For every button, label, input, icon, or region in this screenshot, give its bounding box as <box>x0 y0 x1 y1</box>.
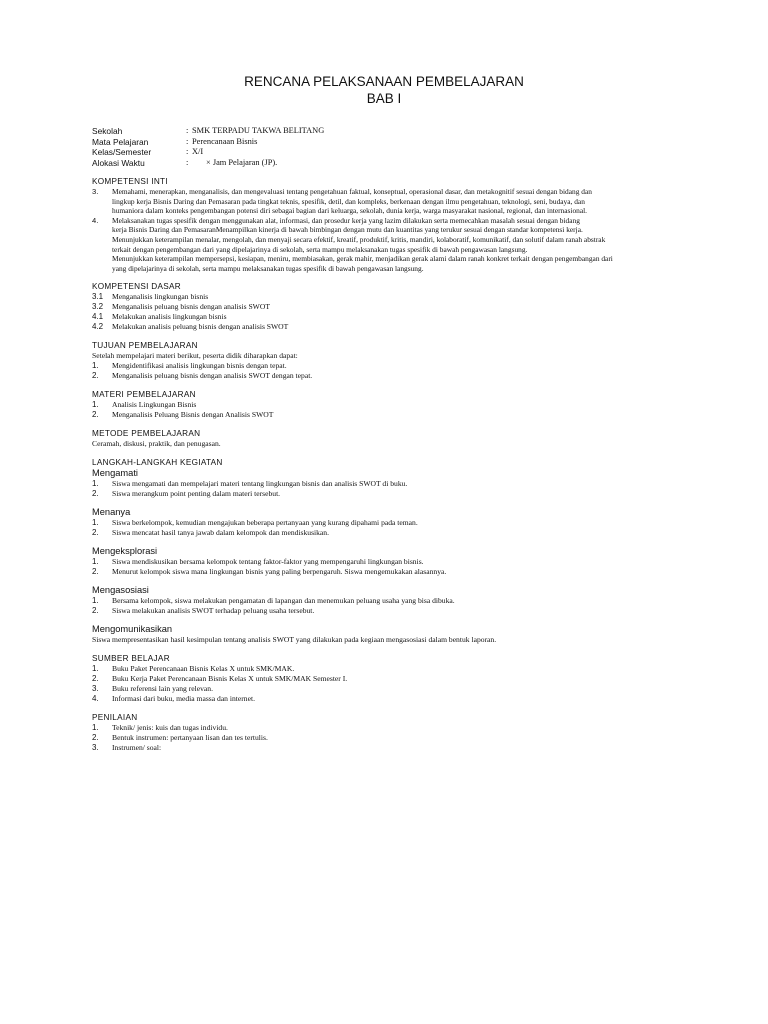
info-block <box>92 126 692 168</box>
menanya-list <box>92 518 692 538</box>
info-label: Mata Pelajaran <box>92 136 149 147</box>
mengamati-list <box>92 479 692 499</box>
materi-list <box>92 400 692 420</box>
info-value: SMK TERPADU TAKWA BELITANG <box>192 126 325 135</box>
mengeksplorasi-list <box>92 557 692 577</box>
list-text: Bentuk instrumen: pertanyaan lisan dan tes tertulis. <box>112 733 268 743</box>
list-item <box>92 567 692 577</box>
list-number: 1. <box>92 479 99 489</box>
metode-text: Ceramah, diskusi, praktik, dan penugasan. <box>92 439 221 449</box>
list-item <box>92 479 692 489</box>
list-number: 4.1 <box>92 312 104 322</box>
penilaian-heading: PENILAIAN <box>92 713 138 723</box>
ki-line: lingkup kerja Bisnis Daring dan Pemasaran pada tingkat teknis, spesifik, detil, dan kompleks, berkenaan dengan ilmu pengetahuan, teknologi, seni, budaya, dan <box>112 196 585 206</box>
list-text: Instrumen/ soal: <box>112 743 162 753</box>
list-number: 3. <box>92 684 99 694</box>
list-text: Menurut kelompok siswa mana lingkungan bisnis yang paling berpengaruh. Siswa mengemukakan alasannya. <box>112 567 447 577</box>
list-item <box>92 361 692 371</box>
info-row-kelas-semester: Kelas/Semester : X/I <box>92 147 204 157</box>
kompetensi-dasar-list <box>92 292 692 332</box>
list-item <box>92 400 692 410</box>
list-text: Bersama kelompok, siswa melakukan pengamatan di lapangan dan menemukan peluang usaha yang bisa dibuka. <box>112 596 455 606</box>
list-number: 4. <box>92 694 99 704</box>
document-subtitle: BAB I <box>366 91 402 106</box>
list-number: 4.2 <box>92 322 104 332</box>
tujuan-list <box>92 361 692 381</box>
list-text: Siswa mencatat hasil tanya jawab dalam kelompok dan mendiskusikan. <box>112 528 330 538</box>
list-item <box>92 596 692 606</box>
list-number: 2. <box>92 733 99 743</box>
list-text: Menganalisis lingkungan bisnis <box>112 292 209 302</box>
list-text: Buku Paket Perencanaan Bisnis Kelas X untuk SMK/MAK. <box>112 664 295 674</box>
info-label: Sekolah <box>92 126 123 136</box>
list-number: 3.2 <box>92 302 104 312</box>
list-text: Menganalisis peluang bisnis dengan analisis SWOT <box>112 302 270 312</box>
list-number: 2. <box>92 606 99 616</box>
list-item <box>92 743 692 753</box>
list-item <box>92 674 692 684</box>
list-item <box>92 322 692 332</box>
list-text: Siswa mendiskusikan bersama kelompok tentang faktor-faktor yang mempengaruhi lingkungan bisnis. <box>112 557 424 567</box>
info-label: Alokasi Waktu <box>92 157 145 168</box>
list-number: 3.1 <box>92 292 104 302</box>
document-title: RENCANA PELAKSANAAN PEMBELAJARAN <box>244 74 524 89</box>
list-item <box>92 684 692 694</box>
list-text: Analisis Lingkungan Bisnis <box>112 400 197 410</box>
list-text: Melakukan analisis peluang bisnis dengan analisis SWOT <box>112 322 289 332</box>
kompetensi-inti-body <box>92 187 692 273</box>
sumber-heading: SUMBER BELAJAR <box>92 654 170 664</box>
info-row-sekolah: Sekolah : SMK TERPADU TAKWA BELITANG <box>92 126 325 136</box>
list-item <box>92 606 692 616</box>
list-text: Menganalisis Peluang Bisnis dengan Analisis SWOT <box>112 410 274 420</box>
list-number: 1. <box>92 723 99 733</box>
mengeksplorasi-heading: Mengeksplorasi <box>92 546 158 557</box>
list-number: 2. <box>92 567 99 577</box>
ki-line: Menunjukkan keterampilan menalar, mengolah, dan menyaji secara efektif, kreatif, produktif, kritis, mandiri, kolaboratif, komunikatif, dan solutif dalam ranah abstrak <box>112 234 606 244</box>
info-value: Perencanaan Bisnis <box>192 136 258 146</box>
list-number: 3. <box>92 187 99 196</box>
info-row-mata-pelajaran: Mata Pelajaran : Perencanaan Bisnis <box>92 136 258 147</box>
list-number: 1. <box>92 664 99 674</box>
ki-line: Menunjukkan keterampilan mempersepsi, kesiapan, meniru, membiasakan, gerak mahir, menjadikan gerak alami dalam ranah konkret terkait dengan pengembangan dari <box>112 254 613 264</box>
kompetensi-dasar-heading: KOMPETENSI DASAR <box>92 282 181 292</box>
list-item <box>92 312 692 322</box>
penilaian-list <box>92 723 692 753</box>
list-number: 2. <box>92 674 99 684</box>
mengasosiasi-list <box>92 596 692 616</box>
sumber-list <box>92 664 692 704</box>
list-text: Mengidentifikasi analisis lingkungan bisnis dengan tepat. <box>112 361 287 371</box>
ki-line: humaniora dalam konteks pengembangan potensi diri sebagai bagian dari keluarga, sekolah, dunia kerja, warga masyarakat nasional, regional, dan internasional. <box>112 206 588 216</box>
list-item <box>92 302 692 312</box>
list-item <box>92 723 692 733</box>
list-number: 4. <box>92 215 99 225</box>
list-item <box>92 371 692 381</box>
list-text: Teknik/ jenis: kuis dan tugas individu. <box>112 723 228 733</box>
metode-heading: METODE PEMBELAJARAN <box>92 429 201 439</box>
list-text: Melakukan analisis lingkungan bisnis <box>112 312 227 322</box>
list-number: 1. <box>92 400 99 410</box>
tujuan-intro: Setelah mempelajari materi berikut, peserta didik diharapkan dapat: <box>92 351 298 361</box>
ki-line: yang dipelajarinya di sekolah, serta mampu melaksanakan tugas spesifik di bawah pengawasan langsung. <box>112 263 424 273</box>
list-number: 2. <box>92 410 99 420</box>
list-item <box>92 528 692 538</box>
list-item <box>92 518 692 528</box>
list-item <box>92 733 692 743</box>
ki-line: Memahami, menerapkan, menganalisis, dan mengevaluasi tentang pengetahuan faktual, konseptual, operasional dasar, dan metakognitif sesuai dengan bidang dan <box>112 187 592 196</box>
list-item <box>92 489 692 499</box>
list-text: Siswa melakukan analisis SWOT terhadap peluang usaha tersebut. <box>112 606 315 616</box>
ki-line: terkait dengan pengembangan dari yang dipelajarinya di sekolah, serta mampu melaksanakan tugas spesifik di bawah pengawasan langsung. <box>112 244 528 254</box>
list-text: Siswa mengamati dan mempelajari materi tentang lingkungan bisnis dan analisis SWOT di buku. <box>112 479 408 489</box>
info-value: × Jam Pelajaran (JP). <box>206 157 278 167</box>
tujuan-heading: TUJUAN PEMBELAJARAN <box>92 341 198 351</box>
list-number: 2. <box>92 528 99 538</box>
ki-line: kerja Bisnis Daring dan PemasaranMenampilkan kinerja di bawah bimbingan dengan mutu dan kuantitas yang terukur sesuai dengan standar kompetensi kerja. <box>112 225 583 235</box>
mengasosiasi-heading: Mengasosiasi <box>92 585 149 596</box>
info-value: X/I <box>192 147 204 156</box>
list-number: 3. <box>92 743 99 753</box>
materi-heading: MATERI PEMBELAJARAN <box>92 390 196 400</box>
list-number: 2. <box>92 489 99 499</box>
menanya-heading: Menanya <box>92 507 131 518</box>
ki-line: Melaksanakan tugas spesifik dengan menggunakan alat, informasi, dan prosedur kerja yang lazim dilakukan serta memecahkan masalah sesuai dengan bidang <box>112 215 580 225</box>
kompetensi-inti-heading: KOMPETENSI INTI <box>92 177 168 186</box>
info-row-alokasi-waktu: Alokasi Waktu : × Jam Pelajaran (JP). <box>92 157 278 168</box>
list-number: 1. <box>92 361 99 371</box>
list-item <box>92 557 692 567</box>
list-item <box>92 694 692 704</box>
list-text: Menganalisis peluang bisnis dengan analisis SWOT dengan tepat. <box>112 371 313 381</box>
mengomunikasikan-heading: Mengomunikasikan <box>92 624 173 635</box>
mengamati-heading: Mengamati <box>92 468 138 479</box>
document-body <box>92 126 692 753</box>
info-label: Kelas/Semester <box>92 147 152 157</box>
mengomunikasikan-text: Siswa mempresentasikan hasil kesimpulan tentang analisis SWOT yang dilakukan pada kegiaan mengasosiasi dalam bentuk laporan. <box>92 635 497 645</box>
list-number: 1. <box>92 518 99 528</box>
list-text: Siswa berkelompok, kemudian mengajukan beberapa pertanyaan yang kurang dipahami pada teman. <box>112 518 418 528</box>
list-text: Buku Kerja Paket Perencanaan Bisnis Kelas X untuk SMK/MAK Semester I. <box>112 674 348 684</box>
list-item <box>92 292 692 302</box>
list-text: Siswa merangkum point penting dalam materi tersebut. <box>112 489 281 499</box>
list-item <box>92 410 692 420</box>
langkah-heading: LANGKAH-LANGKAH KEGIATAN <box>92 458 223 468</box>
list-item <box>92 664 692 674</box>
list-text: Buku referensi lain yang relevan. <box>112 684 213 694</box>
list-number: 1. <box>92 557 99 567</box>
list-number: 1. <box>92 596 99 606</box>
list-number: 2. <box>92 371 99 381</box>
list-text: Informasi dari buku, media massa dan internet. <box>112 694 255 704</box>
